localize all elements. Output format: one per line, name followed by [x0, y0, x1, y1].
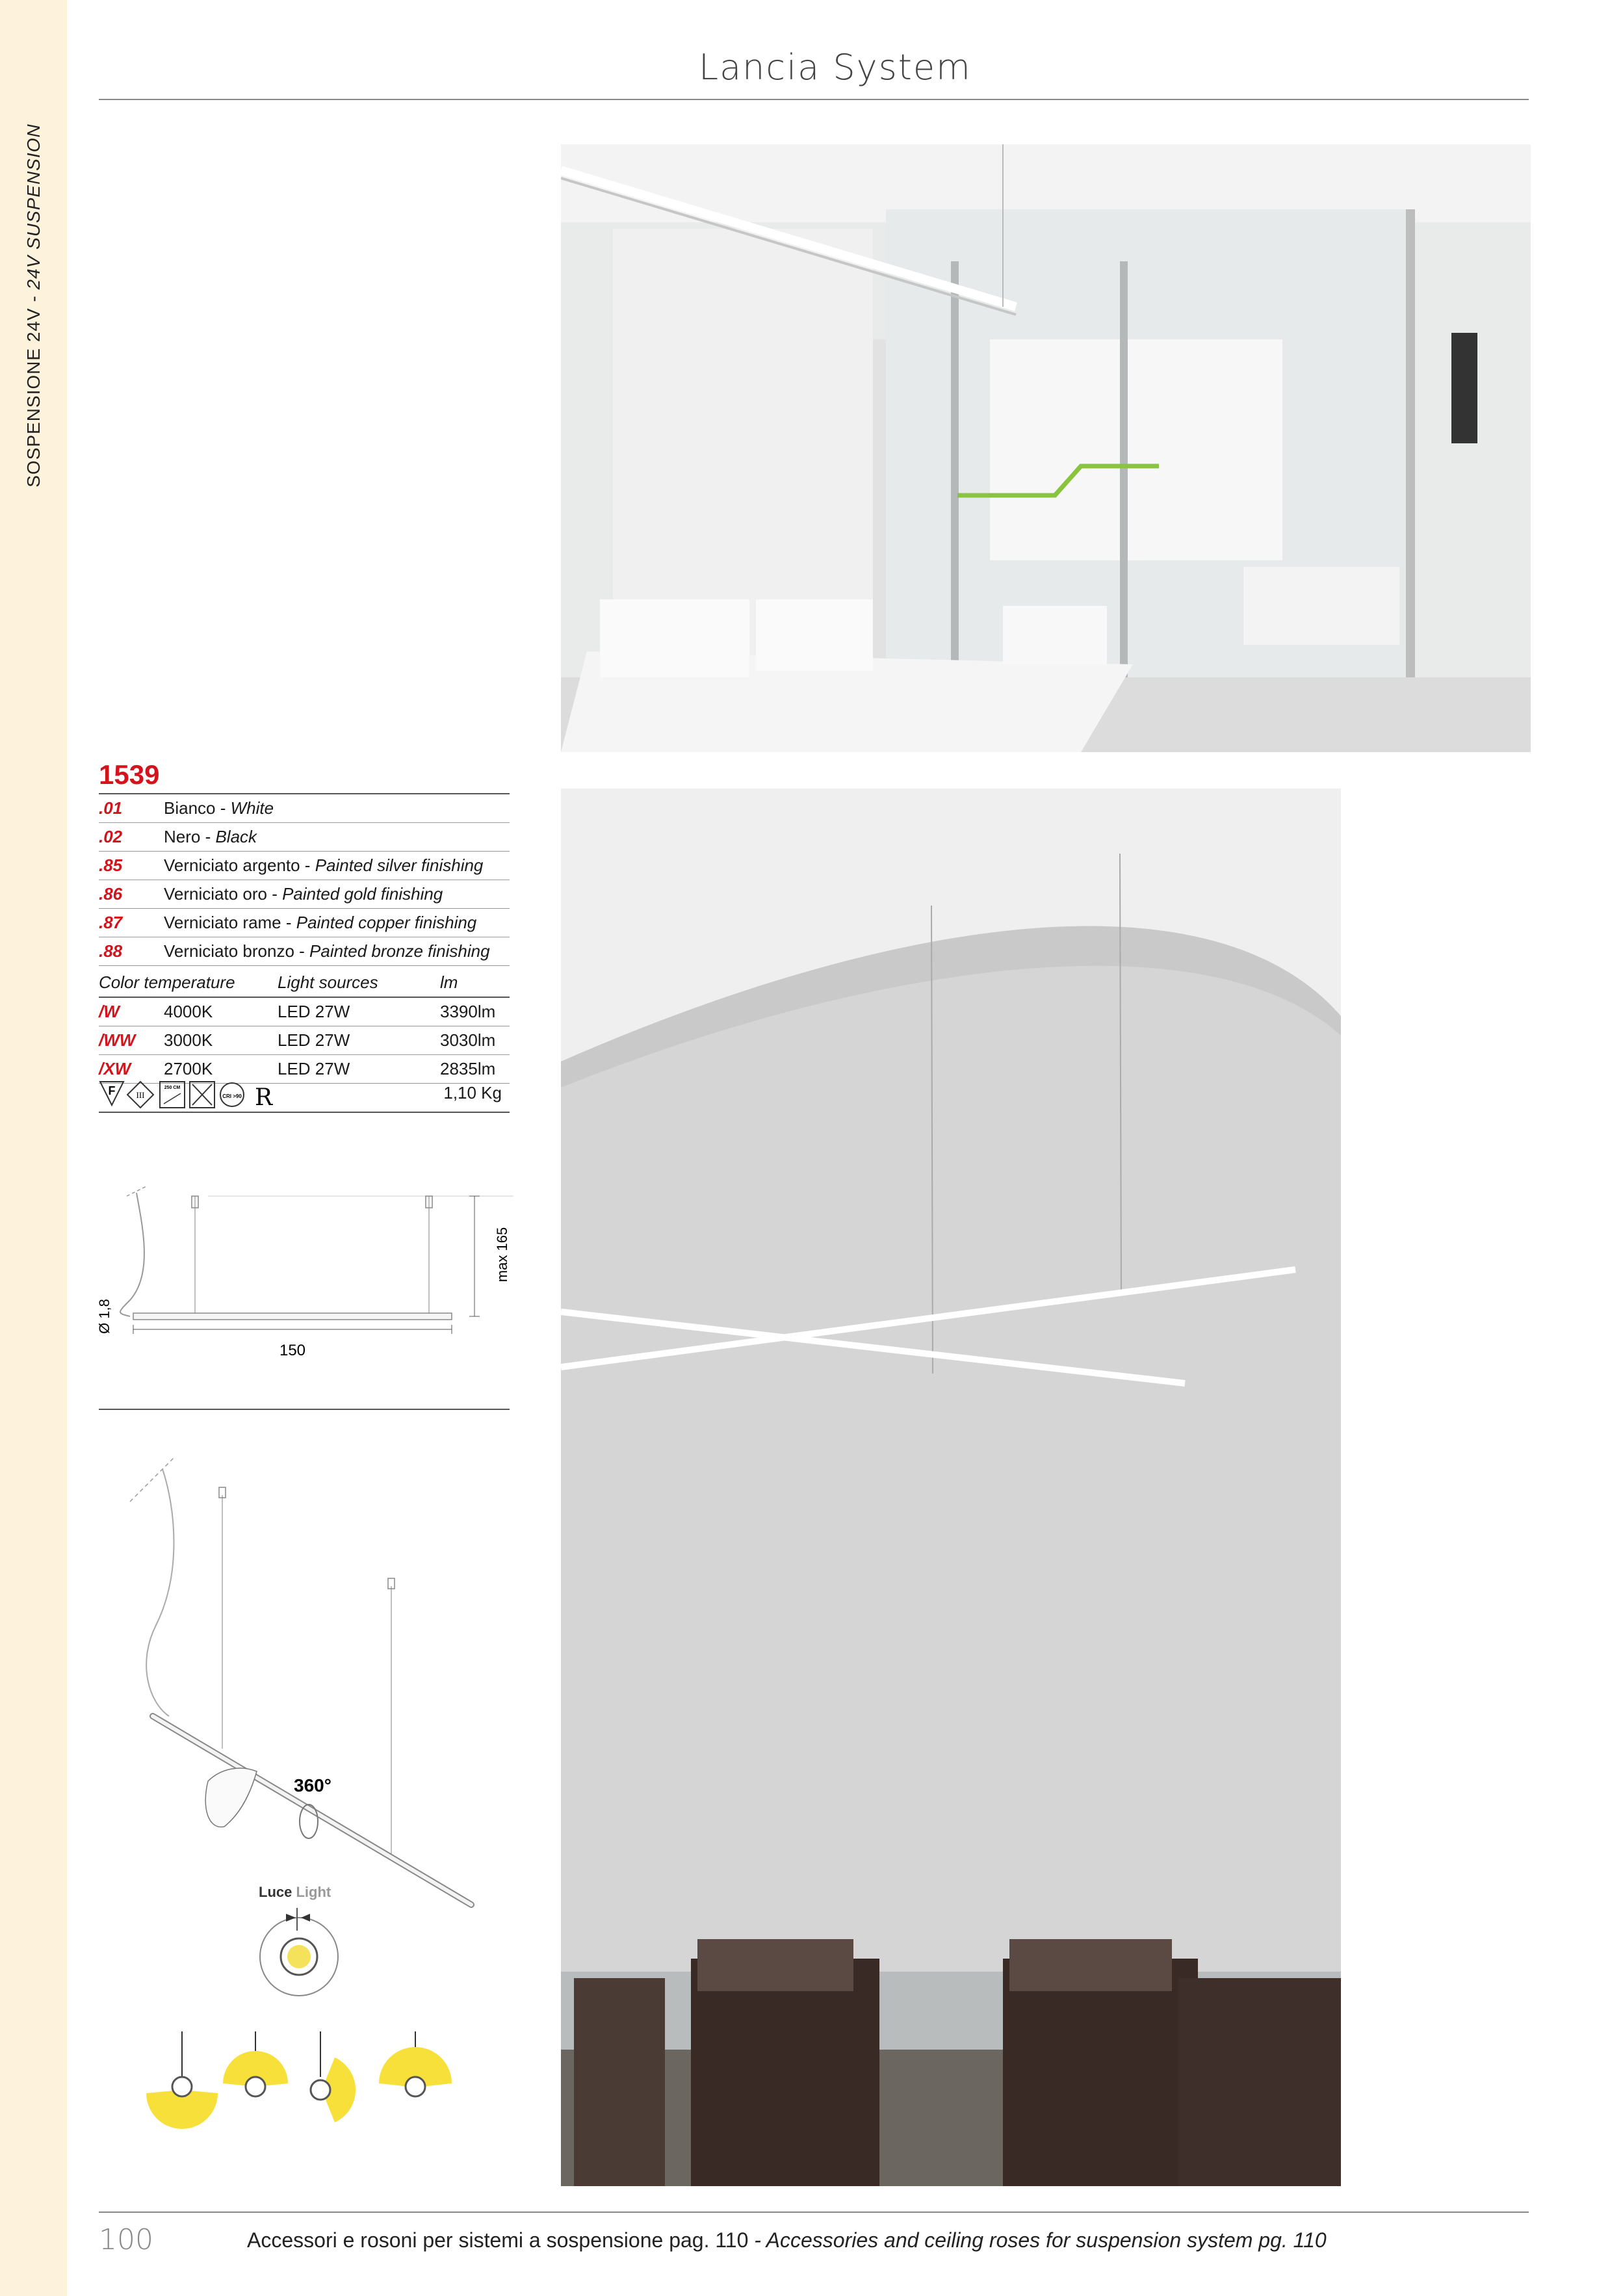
- table-row: [99, 997, 510, 1026]
- section-label: [23, 124, 44, 488]
- table-header-row: [99, 969, 510, 997]
- cable-length-label: 250 CM: [164, 1086, 181, 1090]
- footer-note-it: Accessori e rosoni per sistemi a sospensione pag. 110: [247, 2228, 749, 2252]
- no-dimmable-icon: [190, 1082, 214, 1108]
- finish-code: .87: [99, 909, 164, 937]
- table-row: [99, 823, 510, 852]
- height-label: max 165: [494, 1227, 510, 1283]
- finish-name-it: Bianco -: [164, 798, 231, 818]
- spec-temperature: 2700K: [164, 1055, 278, 1084]
- finish-label: [164, 880, 510, 909]
- finish-label: [164, 823, 510, 852]
- finish-code: .88: [99, 937, 164, 966]
- header-light-sources: Light sources: [278, 969, 440, 997]
- finish-code: .01: [99, 794, 164, 823]
- diameter-label: Ø 1,8: [96, 1299, 112, 1334]
- diagram-divider: [99, 1409, 510, 1410]
- finish-name-en: Painted copper finishing: [296, 913, 477, 932]
- spec-source: LED 27W: [278, 997, 440, 1026]
- recycling-label: R: [255, 1084, 273, 1110]
- table-row: [99, 937, 510, 966]
- certification-icons: [99, 1079, 307, 1110]
- class-iii-icon: [127, 1082, 153, 1108]
- product-code: 1539: [99, 759, 160, 790]
- header-lumen: lm: [440, 969, 510, 997]
- table-row: [99, 794, 510, 823]
- photo-installation: [561, 789, 1341, 2186]
- finish-name-it: Nero -: [164, 827, 216, 846]
- finish-label: [164, 794, 510, 823]
- rotation-label: 360°: [294, 1775, 331, 1795]
- spec-lumen: 2835lm: [440, 1055, 510, 1084]
- dimension-drawing: [91, 1170, 520, 1378]
- specs-table: [99, 969, 510, 1084]
- light-label-it: Luce: [259, 1884, 292, 1900]
- cri-icon: [220, 1083, 244, 1106]
- footer-divider: [99, 2211, 1529, 2213]
- finish-name-it: Verniciato rame -: [164, 913, 296, 932]
- finish-name-en: Painted bronze finishing: [309, 941, 490, 961]
- spec-source: LED 27W: [278, 1026, 440, 1055]
- table-row: [99, 880, 510, 909]
- finish-label: [164, 852, 510, 880]
- spec-lumen: 3390lm: [440, 997, 510, 1026]
- table-row: [99, 852, 510, 880]
- footer-note: [247, 2228, 1327, 2252]
- table-row: [99, 1026, 510, 1055]
- finish-code: .02: [99, 823, 164, 852]
- finish-name-it: Verniciato bronzo -: [164, 941, 310, 961]
- finish-code: .86: [99, 880, 164, 909]
- photo-meeting-room: [561, 144, 1531, 752]
- length-label: 150: [279, 1342, 306, 1359]
- header-divider: [99, 99, 1529, 100]
- emission-up-wide-icon: [379, 2031, 452, 2096]
- finish-code: .85: [99, 852, 164, 880]
- emission-side-icon: [311, 2031, 356, 2122]
- light-label-en: Light: [296, 1884, 331, 1900]
- finish-name-en: White: [230, 798, 274, 818]
- finish-name-en: Black: [215, 827, 257, 846]
- page-number: 100: [99, 2223, 153, 2256]
- spec-temperature: 3000K: [164, 1026, 278, 1055]
- spec-source: LED 27W: [278, 1055, 440, 1084]
- rotation-drawing: [110, 1430, 500, 1918]
- spec-code: /WW: [99, 1026, 164, 1055]
- spec-code: /W: [99, 997, 164, 1026]
- spec-lumen: 3030lm: [440, 1026, 510, 1055]
- emission-up-icon: [223, 2031, 288, 2096]
- table-row: [99, 909, 510, 937]
- weight-value: 1,10 Kg: [443, 1083, 502, 1102]
- light-label: [259, 1884, 331, 1901]
- class-iii-label: III: [136, 1090, 145, 1100]
- finishes-table: [99, 793, 510, 966]
- spec-temperature: 4000K: [164, 997, 278, 1026]
- certification-row: [99, 1079, 510, 1113]
- finish-name-it: Verniciato argento -: [164, 855, 315, 875]
- section-label-en: 24V SUSPENSION: [23, 124, 44, 290]
- finish-label: [164, 937, 510, 966]
- f-mark-label: F: [108, 1084, 116, 1097]
- header-color-temperature: Color temperature: [99, 969, 278, 997]
- cable-length-icon: [160, 1082, 185, 1108]
- emission-variants: [146, 2031, 471, 2135]
- emission-down-icon: [146, 2031, 218, 2129]
- finish-label: [164, 909, 510, 937]
- finish-name-it: Verniciato oro -: [164, 884, 283, 904]
- finish-name-en: Painted gold finishing: [282, 884, 443, 904]
- f-mark-icon: [100, 1082, 123, 1105]
- cri-label: CRI >90: [222, 1093, 242, 1099]
- finish-name-en: Painted silver finishing: [315, 855, 484, 875]
- page-title: Lancia System: [699, 47, 972, 88]
- footer-note-en: - Accessories and ceiling roses for suspension system pg. 110: [748, 2228, 1327, 2252]
- spec-code: /XW: [99, 1055, 164, 1084]
- section-label-it: SOSPENSIONE 24V -: [23, 289, 44, 488]
- side-strip: [0, 0, 67, 2296]
- light-section-icon: [250, 1905, 354, 2002]
- recycling-icon: [255, 1084, 273, 1110]
